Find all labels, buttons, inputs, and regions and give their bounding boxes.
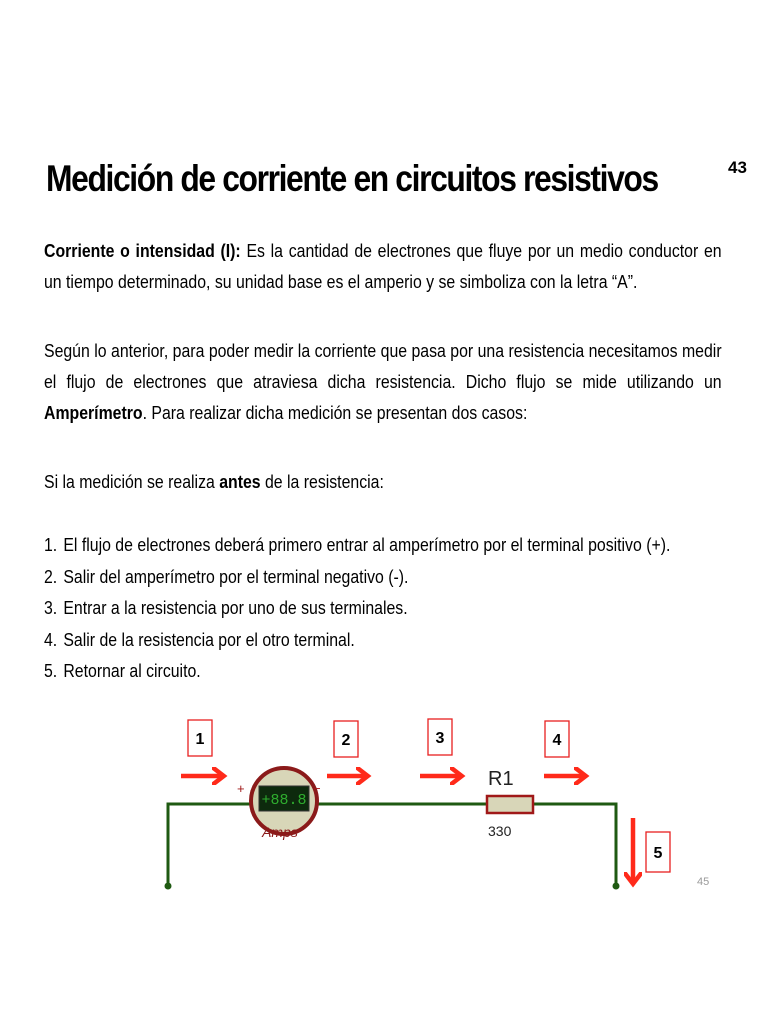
terminal-right: [613, 883, 620, 890]
paragraph-definition: [44, 236, 722, 298]
ammeter: [237, 768, 321, 840]
definition-text: Es la cantidad de electrones que fluye por un medio conductor en un tiempo determinado, su unidad base es el amperio y se simboliza con la letra “A”.: [44, 241, 722, 292]
ammeter-minus-sign: −: [313, 781, 321, 796]
marker-5: 5: [653, 845, 663, 862]
page-title: Medición de corriente en circuitos resistivos: [46, 158, 658, 199]
paragraph-case: [44, 467, 722, 498]
case-term: antes: [219, 472, 261, 492]
definition-term: Corriente o intensidad (I):: [44, 241, 241, 261]
wire-right: [533, 804, 616, 886]
list-item: 4. Salir de la resistencia por el otro terminal.: [44, 629, 355, 650]
resistor: [487, 768, 533, 839]
resistor-body: [487, 796, 533, 813]
ammeter-term: Amperímetro: [44, 403, 143, 423]
wires: [168, 804, 616, 886]
list-item: 2. Salir del amperímetro por el terminal negativo (-).: [44, 566, 409, 587]
ammeter-plus-sign: +: [237, 781, 245, 796]
current-arrows: [181, 776, 633, 882]
steps-list: [44, 530, 670, 688]
marker-3: 3: [435, 730, 445, 747]
list-item: 3. Entrar a la resistencia por uno de sus terminales.: [44, 598, 408, 618]
list-item: 1. El flujo de electrones deberá primero entrar al amperímetro por el terminal positivo (+).: [44, 535, 671, 555]
marker-4: 4: [552, 732, 562, 749]
resistor-value: 330: [488, 823, 512, 839]
resistor-name: R1: [488, 768, 514, 790]
explanation-text-b: . Para realizar dicha medición se presentan dos casos:: [142, 403, 528, 423]
slide-number: 45: [697, 876, 710, 888]
page-number: 43: [728, 158, 747, 177]
ammeter-label: Amps: [262, 824, 298, 840]
explanation-text-a: Según lo anterior, para poder medir la corriente que pasa por una resistencia necesitamos medir el flujo de electrones que atraviesa dicha resistencia. Dicho flujo se mide utilizando un: [44, 341, 722, 392]
case-text-a: Si la medición se realiza: [44, 472, 220, 492]
marker-2: 2: [341, 732, 351, 749]
list-item: 5. Retornar al circuito.: [44, 661, 201, 681]
paragraph-explanation: [44, 336, 722, 429]
case-text-b: de la resistencia:: [260, 472, 384, 492]
circuit-diagram: [0, 700, 768, 900]
ammeter-display-value: +88.8: [261, 792, 307, 809]
terminal-left: [165, 883, 172, 890]
wire-left: [168, 804, 250, 886]
marker-1: 1: [195, 731, 205, 748]
